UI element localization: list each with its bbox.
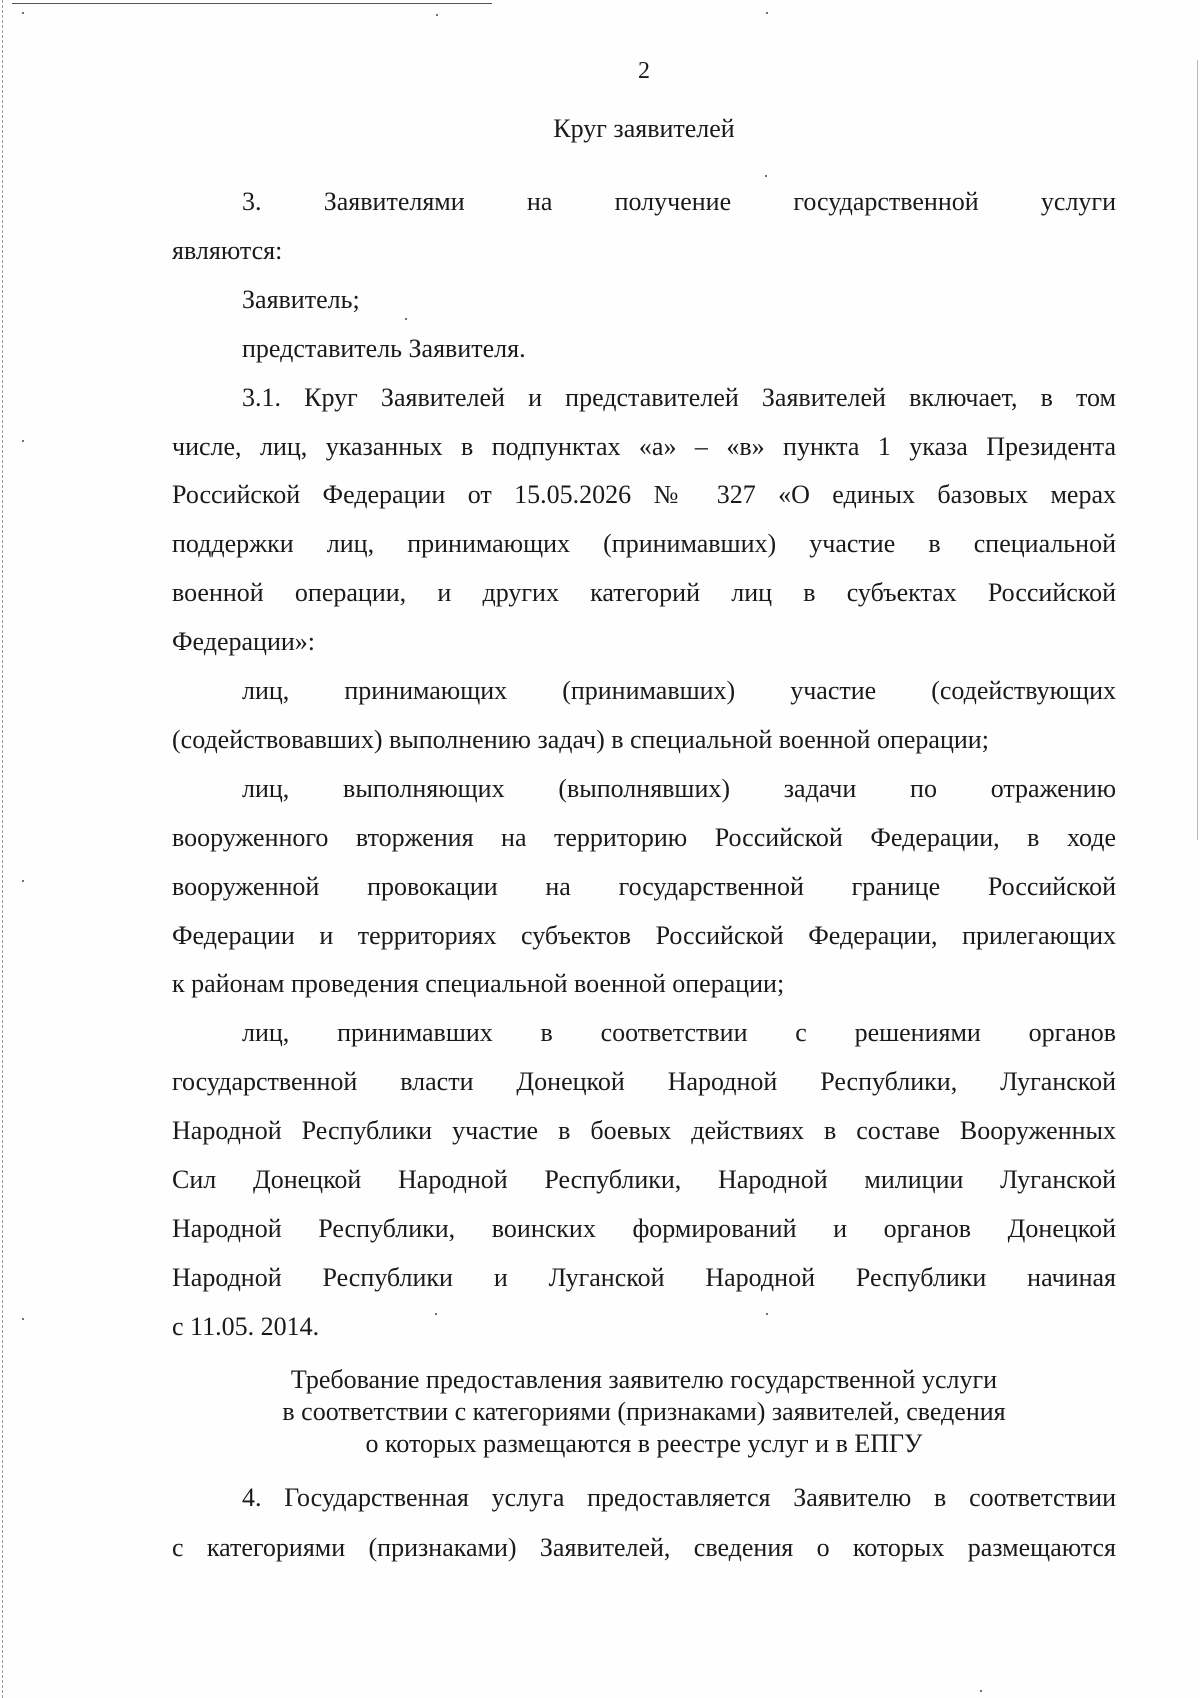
- text-line: военной операции, и других категорий лиц в субъектах Российской: [172, 578, 1116, 608]
- text-line: Сил Донецкой Народной Республики, Народной милиции Луганской: [172, 1165, 1116, 1194]
- scan-speck: [22, 12, 24, 14]
- text-line: являются:: [172, 235, 283, 265]
- text-line: (содействовавших) выполнению задач) в специальной военной операции;: [172, 724, 989, 754]
- page-number: 2: [638, 58, 650, 84]
- text-line: вооруженной провокации на государственной границе Российской: [172, 871, 1116, 901]
- text-line: Народной Республики и Луганской Народной Республики начиная: [172, 1262, 1116, 1292]
- text-line: Народной Республики, воинских формирований и органов Донецкой: [172, 1213, 1116, 1243]
- text-line: вооруженного вторжения на территорию Российской Федерации, в ходе: [172, 822, 1116, 852]
- scan-speck: [766, 12, 768, 14]
- scan-speck: [436, 14, 438, 16]
- text-line: 3.1. Круг Заявителей и представителей Заявителей включает, в том: [242, 382, 1116, 412]
- scan-speck: [22, 880, 24, 882]
- text-line: Федерации и территориях субъектов Российской Федерации, прилегающих: [172, 920, 1116, 950]
- scan-speck: [22, 440, 24, 442]
- subheading-line: о которых размещаются в реестре услуг и в ЕПГУ: [365, 1429, 923, 1458]
- section-heading: Круг заявителей: [553, 114, 735, 143]
- text-line: с 11.05. 2014.: [172, 1311, 320, 1341]
- scan-right-artifact: [1197, 60, 1198, 840]
- scan-speck: [765, 175, 767, 177]
- text-line: 3. Заявителями на получение государственной услуги: [242, 187, 1116, 216]
- scan-speck: [405, 318, 407, 320]
- subheading-line: Требование предоставления заявителю государственной услуги: [290, 1365, 998, 1394]
- text-line: представитель Заявителя.: [242, 333, 526, 363]
- text-line: Российской Федерации от 15.05.2026 № 327 «О единых базовых мерах: [172, 480, 1116, 510]
- text-line: числе, лиц, указанных в подпунктах «а» – «в» пункта 1 указа Президента: [172, 431, 1116, 461]
- text-line: лиц, принимающих (принимавших) участие (содействующих: [242, 676, 1116, 705]
- scan-edge-artifact: [2, 0, 4, 1698]
- text-line: поддержки лиц, принимающих (принимавших) участие в специальной: [172, 529, 1116, 559]
- text-line: государственной власти Донецкой Народной Республики, Луганской: [172, 1067, 1116, 1097]
- text-line: лиц, выполняющих (выполнявших) задачи по отражению: [242, 773, 1116, 803]
- text-line: 4. Государственная услуга предоставляется Заявителю в соответствии: [242, 1483, 1116, 1512]
- text-line: Народной Республики участие в боевых действиях в составе Вооруженных: [172, 1116, 1116, 1146]
- text-line: к районам проведения специальной военной операции;: [172, 969, 785, 999]
- scan-speck: [980, 1690, 982, 1692]
- text-line: лиц, принимавших в соответствии с решениями органов: [242, 1018, 1116, 1048]
- scan-top-artifact: [12, 3, 492, 4]
- subheading-line: в соответствии с категориями (признаками) заявителей, сведения: [282, 1397, 1006, 1426]
- text-line: Федерации»:: [172, 627, 316, 657]
- scan-speck: [22, 1318, 24, 1320]
- text-line: Заявитель;: [242, 284, 360, 314]
- text-line: с категориями (признаками) Заявителей, сведения о которых размещаются: [172, 1533, 1116, 1562]
